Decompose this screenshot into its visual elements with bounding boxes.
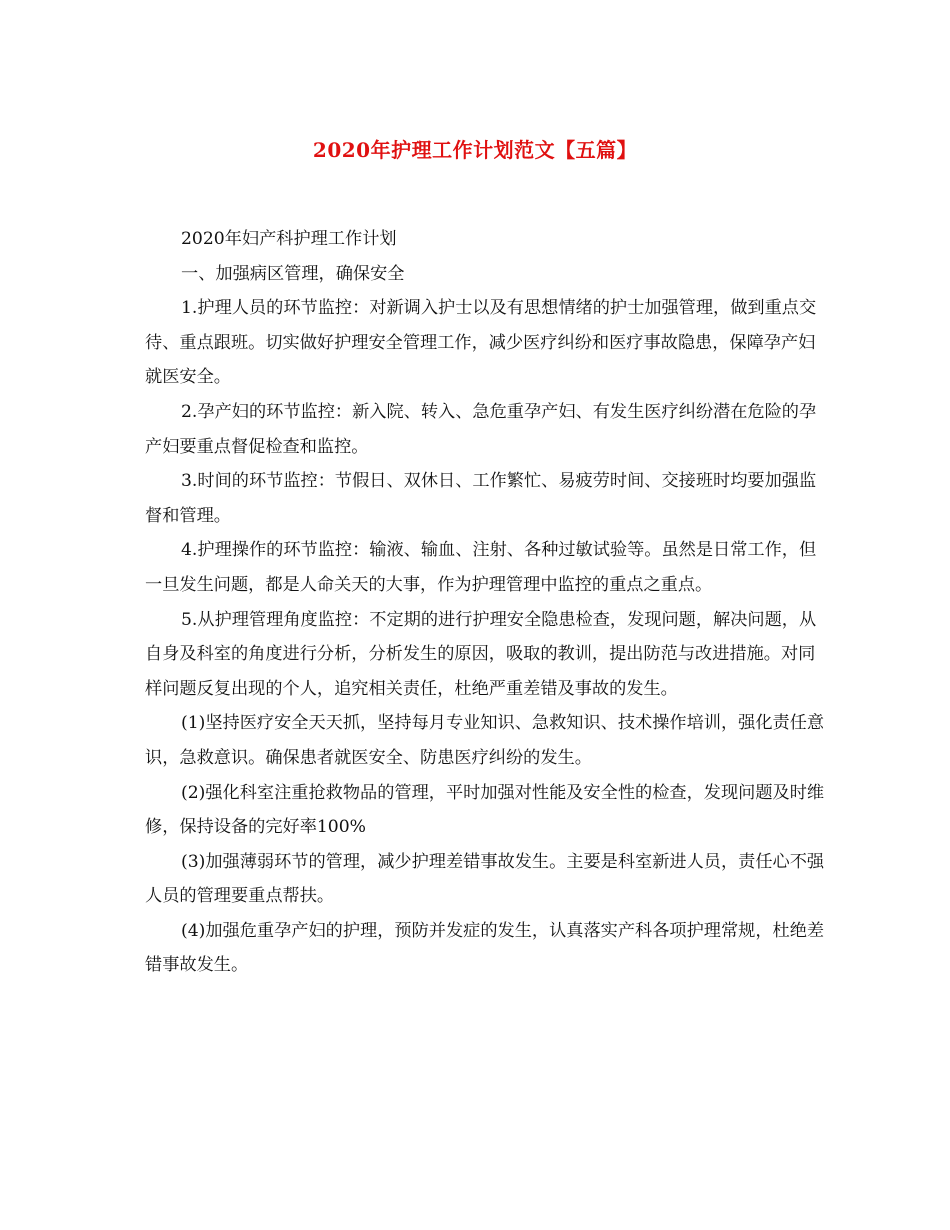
section-heading: 2020年妇产科护理工作计划 [181,229,397,249]
document-body [145,222,825,983]
paragraph: 2.孕产妇的环节监控：新入院、转入、急危重孕产妇、有发生医疗纠纷潜在危险的孕产妇要重点督促检查和监控。 [145,401,817,457]
paragraph: 3.时间的环节监控：节假日、双休日、工作繁忙、易疲劳时间、交接班时均要加强监督和管理。 [145,471,817,526]
paragraph: (2)强化科室注重抢救物品的管理，平时加强对性能及安全性的检查，发现问题及时维修，保持设备的完好率100% [145,782,825,838]
document-title: 2020年护理工作计划范文【五篇】 [312,138,638,162]
paragraph: (3)加强薄弱环节的管理，减少护理差错事故发生。主要是科室新进人员，责任心不强人员的管理要重点帮扶。 [145,851,825,907]
paragraph: 5.从护理管理角度监控：不定期的进行护理安全隐患检查，发现问题，解决问题，从自身及科室的角度进行分析，分析发生的原因，吸取的教训，提出防范与改进措施。对同样问题反复出现的个人，追究相关责任，杜绝严重差错及事故的发生。 [145,609,817,699]
paragraph: (1)坚持医疗安全天天抓，坚持每月专业知识、急救知识、技术操作培训，强化责任意识，急救意识。确保患者就医安全、防患医疗纠纷的发生。 [145,713,825,768]
paragraph: (4)加强危重孕产妇的护理，预防并发症的发生，认真落实产科各项护理常规，杜绝差错事故发生。 [145,920,825,976]
subsection-heading: 一、加强病区管理，确保安全 [181,263,405,284]
paragraph: 4.护理操作的环节监控：输液、输血、注射、各种过敏试验等。虽然是日常工作，但一旦发生问题，都是人命关天的大事，作为护理管理中监控的重点之重点。 [145,540,817,595]
paragraph: 1.护理人员的环节监控：对新调入护士以及有思想情绪的护士加强管理，做到重点交待、重点跟班。切实做好护理安全管理工作，减少医疗纠纷和医疗事故隐患，保障孕产妇就医安全。 [145,298,817,388]
